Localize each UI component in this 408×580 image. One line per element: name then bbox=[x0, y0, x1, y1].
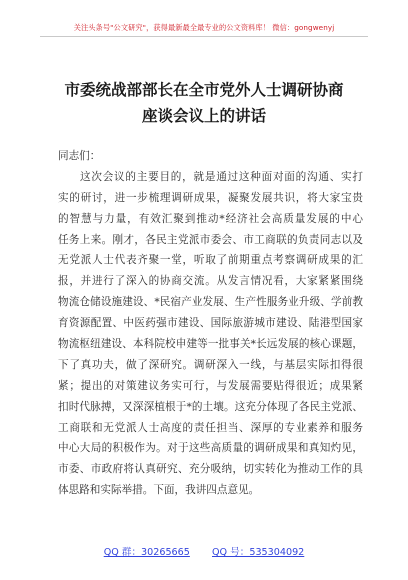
body-line: 报，并进行了深入的协商交流。从发言情况看，大家紧紧围绕 bbox=[58, 275, 363, 288]
body-line: 实的研讨，进一步梳理调研成果，凝聚发展共识，将大家宝贵 bbox=[58, 191, 363, 204]
body-line: 工商联和无党派人士高度的责任担当、深厚的专业素养和服务 bbox=[58, 421, 363, 434]
body-line: 育资源配置、中医药强市建设、国际旅游城市建设、陆港型国家 bbox=[58, 317, 363, 330]
body-line: 中心大局的积极作为。对于这些高质量的调研成果和真知灼见， bbox=[58, 442, 363, 455]
body-line: 市委、市政府将认真研究、充分吸纳，切实转化为推动工作的具 bbox=[58, 463, 363, 476]
document-title bbox=[0, 77, 408, 129]
qq-group-link[interactable]: QQ 群：30265665 bbox=[103, 547, 190, 558]
body-line: 无党派人士代表齐聚一堂，听取了前期重点考察调研成果的汇 bbox=[58, 254, 363, 267]
document-title-line: 座谈会议上的讲话 bbox=[141, 107, 266, 125]
footer-contact bbox=[0, 544, 408, 558]
body-line: 物流仓储设施建设、*民宿产业发展、生产性服务业升级、学前教 bbox=[58, 296, 363, 309]
document-body bbox=[58, 146, 363, 501]
body-line: 下了真功夫，做了深研究。调研深入一线，与基层实际扣得很 bbox=[58, 358, 363, 371]
qq-number-link[interactable]: QQ 号：535304092 bbox=[212, 547, 305, 558]
body-line: 的智慧与力量，有效汇聚到推动*经济社会高质量发展的中心 bbox=[58, 212, 363, 225]
body-line: 扣时代脉搏，又深深植根于*的土壤。这充分体现了各民主党派、 bbox=[58, 400, 363, 413]
body-line: 紧；提出的对策建议务实可行，与发展需要贴得很近；成果紧 bbox=[58, 379, 363, 392]
header-divider bbox=[40, 36, 368, 37]
body-line: 物流枢纽建设、本科院校申建等一批事关*长远发展的核心课题， bbox=[58, 338, 363, 351]
header-banner: 关注头条号"公文研究"，获得最新最全最专业的公文资料库！ 微信：gongwenyj bbox=[73, 23, 335, 32]
body-line: 体思路和实际举措。下面，我讲四点意见。 bbox=[58, 484, 260, 497]
body-line: 这次会议的主要目的，就是通过这种面对面的沟通、实打 bbox=[80, 170, 363, 183]
salutation: 同志们： bbox=[58, 150, 101, 162]
body-line: 任务上来。刚才，各民主党派市委会、市工商联的负责同志以及 bbox=[58, 233, 363, 246]
document-title-line: 市委统战部部长在全市党外人士调研协商 bbox=[64, 81, 344, 99]
